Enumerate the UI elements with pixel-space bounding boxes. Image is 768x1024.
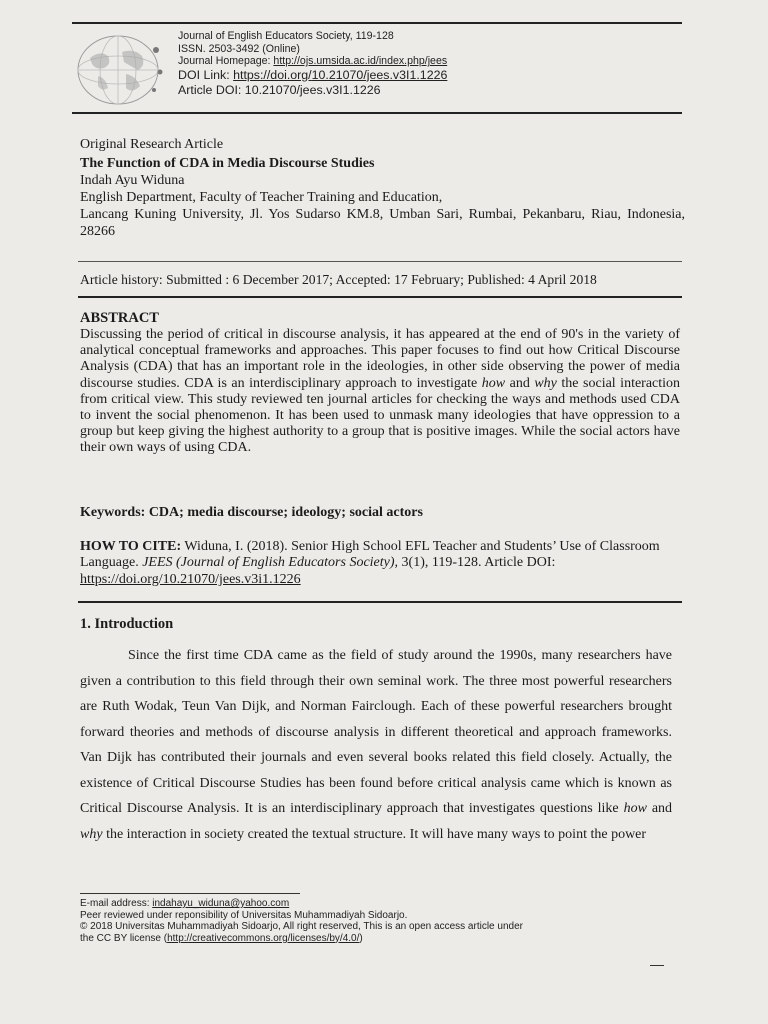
abstract-em-why: why (534, 375, 557, 391)
abstract-section (80, 310, 680, 457)
issn: ISSN. 2503-3492 (Online) (178, 42, 300, 55)
globe-logo-icon (70, 30, 170, 110)
top-rule (72, 22, 682, 24)
footnote-rule (80, 893, 300, 894)
article-title: The Function of CDA in Media Discourse Studies (80, 156, 375, 171)
abstract-part-1: Discussing the period of critical in discourse analysis, it has appeared at the end of 90's in the variety of analytical conceptual frameworks and approaches. This paper focuses to find out how Critical Discourse Analysis (CDA) that has an important role in the ideologies, in other side observing the power of media discourse studies. CDA is an interdisciplinary approach to investigate (80, 327, 680, 391)
intro-em-why: why (80, 826, 103, 842)
header-rule (72, 112, 682, 114)
journal-info (178, 30, 678, 98)
homepage-label: Journal Homepage: (178, 55, 271, 68)
license-line (80, 933, 640, 945)
doi-link-row (178, 68, 678, 83)
email-link[interactable]: indahayu_widuna@yahoo.com (152, 898, 290, 909)
intro-part-1: Since the first time CDA came as the field of study around the 1990s, many researchers have given a contribution to this field through their own seminal work. The three most powerful researchers are Ruth Wodak, Teun Van Dijk, and Norman Fairclough. Each of these powerful researchers brought forward theories and methods of discourse analysis in different theoretical and approach frameworks. Van Dijk has contributed their journals and even several books related this field closely. Actually, the existence of Critical Discourse Studies has been found before critical analysis came which is known as Critical Discourse Analysis. It is an interdisciplinary approach that investigates questions like (80, 648, 672, 816)
abstract-part-2: the social interaction from critical view. This study reviewed ten journal articles for checking the ways and methods used CDA to invent the social phenomenon. It has been used to unmask many ideologies that have oppression to a group but keep giving the highest authority to a group that is positive images. While the social actors have their own ways of using CDA. (80, 375, 681, 456)
article-history: Article history: Submitted : 6 December 2017; Accepted: 17 February; Published: 4 April 2018 (80, 272, 597, 287)
abstract-text (80, 327, 680, 457)
article-doi-label: Article DOI: (178, 82, 242, 97)
page-dash (650, 965, 664, 966)
doi-link-label: DOI Link: (178, 67, 230, 82)
copyright-note: © 2018 Universitas Muhammadiyah Sidoarjo, All right reserved, This is an open access article under (80, 921, 523, 933)
article-doi: 10.21070/jees.v3I1.1226 (244, 82, 381, 97)
introduction-heading: 1. Introduction (80, 616, 174, 632)
cite-text-1: Widuna, I. (2018). Senior High School EFL Teacher and Students’ Use of Classroom Language. (80, 539, 660, 571)
journal-homepage (178, 55, 678, 68)
intro-part-2: the interaction in society created the textual structure. It will have many ways to point the power (106, 826, 647, 842)
introduction-text (80, 643, 672, 847)
intro-and: and (651, 801, 673, 816)
cite-doi-link[interactable]: https://doi.org/10.21070/jees.v3i1.1226 (80, 571, 301, 587)
license-prefix: the CC BY license ( (80, 932, 168, 944)
intro-em-how: how (623, 801, 647, 816)
license-suffix: ) (359, 932, 363, 944)
email-line (80, 898, 640, 910)
history-rule-top (78, 261, 682, 262)
article-meta (80, 136, 685, 240)
cite-text-2: 3(1), 119-128. Article DOI: (401, 555, 556, 571)
homepage-link[interactable]: http://ojs.umsida.ac.id/index.php/jees (273, 55, 448, 68)
doi-link-base: https://doi.org/ (233, 67, 312, 82)
cite-label: HOW TO CITE: (80, 539, 182, 554)
peer-review-note: Peer reviewed under reponsibility of Universitas Muhammadiyah Sidoarjo. (80, 909, 408, 921)
cite-rule (78, 601, 682, 603)
footnotes (80, 898, 640, 944)
journal-name: Journal of English Educators Society, 119-128 (178, 30, 394, 42)
keywords: Keywords: CDA; media discourse; ideology; social actors (80, 505, 423, 520)
affiliation-line-2: Lancang Kuning University, Jl. Yos Sudarso KM.8, Umban Sari, Rumbai, Pekanbaru, Riau, Indonesia, 28266 (80, 207, 685, 239)
license-link[interactable]: http://creativecommons.org/licenses/by/4.0/ (167, 932, 360, 944)
abstract-and: and (509, 375, 530, 391)
doi-link[interactable] (233, 68, 447, 82)
author-name: Indah Ayu Widuna (80, 173, 185, 188)
doi-link-id: 10.21070/jees.v3I1.1226 (311, 67, 448, 82)
cite-journal: JEES (Journal of English Educators Society), (142, 555, 399, 571)
affiliation-line-1: English Department, Faculty of Teacher Training and Education, (80, 190, 443, 205)
history-rule-bottom (78, 296, 682, 298)
abstract-heading: ABSTRACT (80, 310, 159, 326)
article-type: Original Research Article (80, 137, 224, 152)
how-to-cite (80, 539, 680, 588)
introduction-section (80, 616, 672, 847)
abstract-em-how: how (481, 375, 506, 391)
article-doi-row (178, 83, 678, 98)
email-label: E-mail address: (80, 898, 150, 909)
